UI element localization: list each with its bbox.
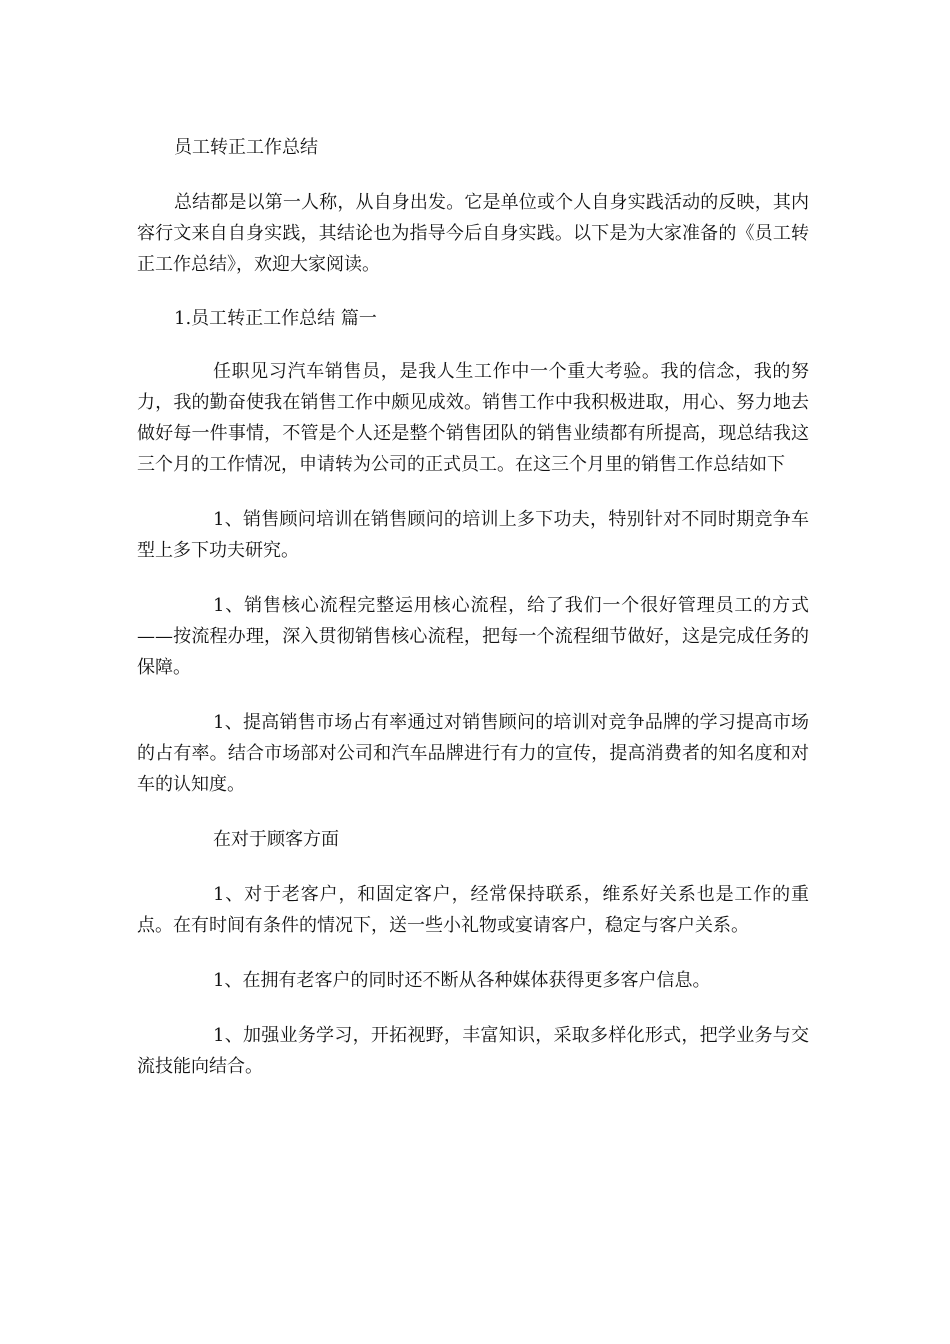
- section-heading: 1.员工转正工作总结 篇一: [174, 308, 377, 329]
- body-paragraph: 1、在拥有老客户的同时还不断从各种媒体获得更多客户信息。: [213, 970, 711, 991]
- body-paragraph: 1、加强业务学习，开拓视野，丰富知识，采取多样化形式，把学业务与交流技能向结合。: [137, 1025, 809, 1077]
- body-paragraph: 在对于顾客方面: [213, 829, 339, 850]
- document-title: 员工转正工作总结: [174, 137, 318, 158]
- document-body: [137, 132, 809, 1082]
- body-paragraph: 1、销售核心流程完整运用核心流程，给了我们一个很好管理员工的方式——按流程办理，深入贯彻销售核心流程，把每一个流程细节做好，这是完成任务的保障。: [137, 595, 809, 678]
- body-paragraph: 1、对于老客户，和固定客户，经常保持联系，维系好关系也是工作的重点。在有时间有条件的情况下，送一些小礼物或宴请客户，稳定与客户关系。: [137, 884, 809, 936]
- intro-paragraph: 总结都是以第一人称，从自身出发。它是单位或个人自身实践活动的反映，其内容行文来自自身实践，其结论也为指导今后自身实践。以下是为大家准备的《员工转正工作总结》，欢迎大家阅读。: [137, 192, 809, 275]
- body-paragraph: 1、提高销售市场占有率通过对销售顾问的培训对竞争品牌的学习提高市场的占有率。结合市场部对公司和汽车品牌进行有力的宣传，提高消费者的知名度和对车的认知度。: [137, 712, 809, 795]
- body-paragraph: 任职见习汽车销售员，是我人生工作中一个重大考验。我的信念，我的努力，我的勤奋使我在销售工作中颇见成效。销售工作中我积极进取，用心、努力地去做好每一件事情，不管是个人还是整个销售团队的销售业绩都有所提高，现总结我这三个月的工作情况，申请转为公司的正式员工。在这三个月里的销售工作总结如下: [137, 361, 809, 475]
- body-paragraph: 1、销售顾问培训在销售顾问的培训上多下功夫，特别针对不同时期竞争车型上多下功夫研究。: [137, 509, 809, 561]
